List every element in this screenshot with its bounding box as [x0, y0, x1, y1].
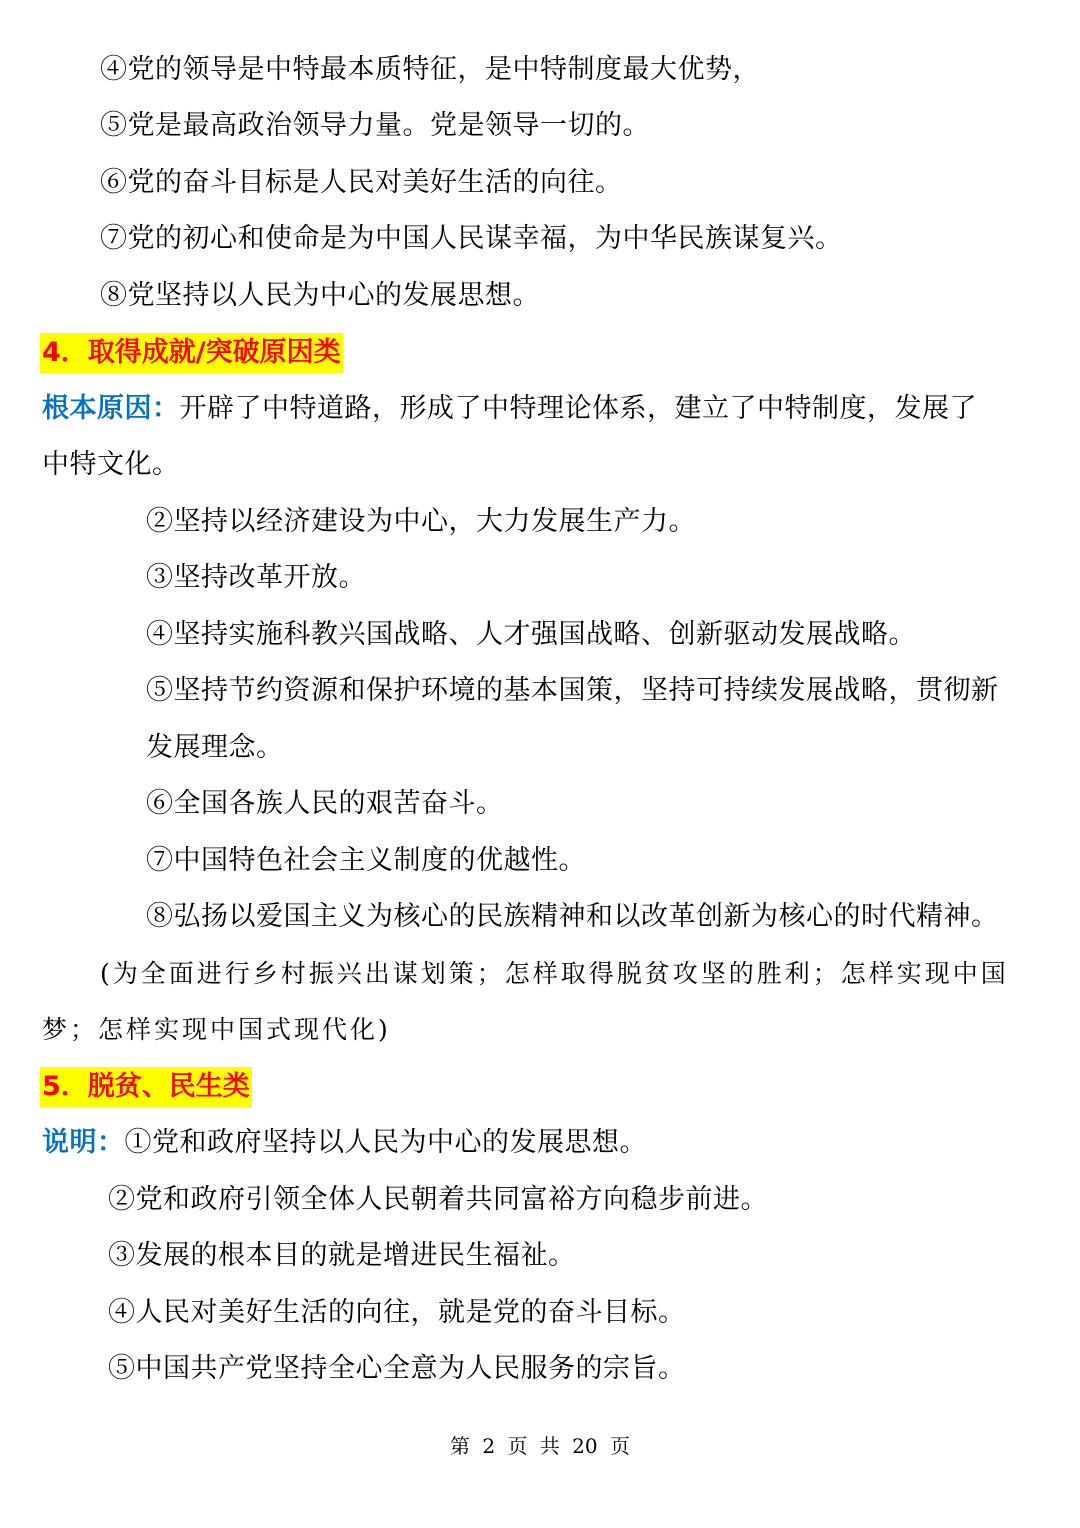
list-item: ③发展的根本目的就是增进民生福祉。 — [108, 1240, 576, 1271]
list-item: ②党和政府引领全体人民朝着共同富裕方向稳步前进。 — [108, 1184, 768, 1215]
root-cause-text: 开辟了中特道路，形成了中特理论体系，建立了中特制度，发展了 — [179, 393, 977, 424]
list-item: ⑤中国共产党坚持全心全意为人民服务的宗旨。 — [108, 1353, 686, 1384]
note-line-continuation: 梦；怎样实现中国式现代化) — [42, 1015, 391, 1044]
root-cause-line — [42, 389, 977, 429]
list-item: ①党和政府坚持以人民为中心的发展思想。 — [124, 1127, 647, 1158]
section-heading-4: 4．取得成就/突破原因类 — [40, 333, 343, 373]
explanation-label: 说明： — [42, 1127, 125, 1158]
root-cause-continuation: 中特文化。 — [42, 449, 180, 480]
list-item: ⑤坚持节约资源和保护环境的基本国策，坚持可持续发展战略，贯彻新 — [146, 675, 999, 706]
list-item: ⑤党是最高政治领导力量。党是领导一切的。 — [100, 110, 650, 141]
list-item: ⑧党坚持以人民为中心的发展思想。 — [100, 280, 540, 311]
list-item: ⑦党的初心和使命是为中国人民谋幸福，为中华民族谋复兴。 — [100, 223, 843, 254]
explanation-line — [42, 1123, 647, 1163]
root-cause-label: 根本原因： — [42, 393, 180, 424]
list-item: ④坚持实施科教兴国战略、人才强国战略、创新驱动发展战略。 — [146, 619, 916, 650]
list-item: ⑦中国特色社会主义制度的优越性。 — [146, 845, 586, 876]
list-item: ⑥全国各族人民的艰苦奋斗。 — [146, 788, 504, 819]
list-item: ④人民对美好生活的向往，就是党的奋斗目标。 — [108, 1297, 686, 1328]
list-item: ③坚持改革开放。 — [146, 562, 366, 593]
page-number-footer: 第 2 页 共 20 页 — [450, 1434, 630, 1458]
list-item: ⑥党的奋斗目标是人民对美好生活的向往。 — [100, 167, 623, 198]
list-item: ④党的领导是中特最本质特征，是中特制度最大优势， — [100, 54, 760, 85]
section-heading-5: 5．脱贫、民生类 — [40, 1067, 252, 1107]
list-item: ②坚持以经济建设为中心，大力发展生产力。 — [146, 506, 696, 537]
list-item: ⑧弘扬以爱国主义为核心的民族精神和以改革创新为核心的时代精神。 — [146, 901, 999, 932]
note-line: (为全面进行乡村振兴出谋划策；怎样取得脱贫攻坚的胜利；怎样实现中国 — [100, 959, 1009, 988]
list-item-continuation: 发展理念。 — [146, 732, 284, 763]
